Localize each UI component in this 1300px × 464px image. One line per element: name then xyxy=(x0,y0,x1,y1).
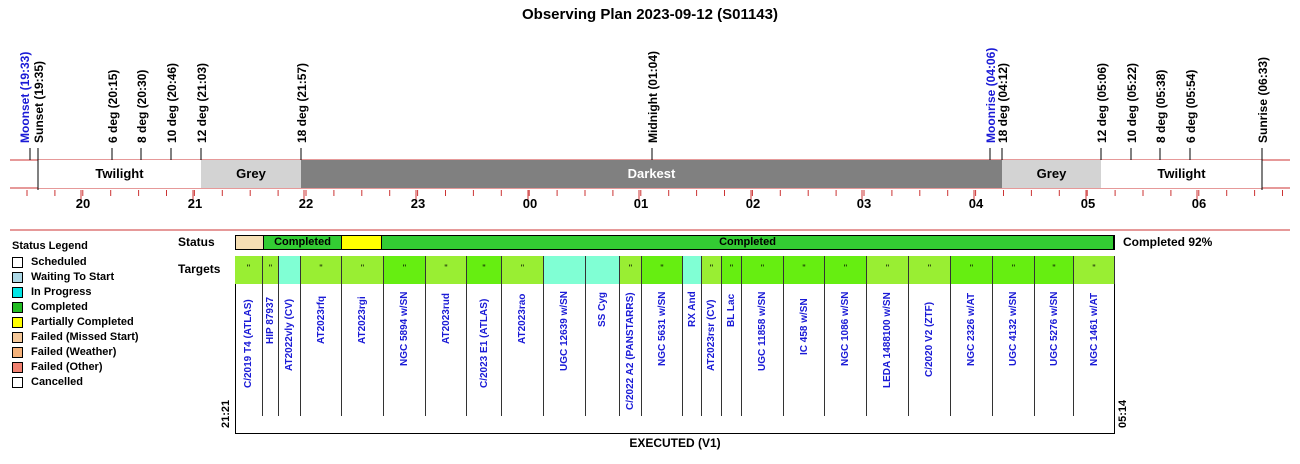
event-label: 18 deg (21:57) xyxy=(295,62,309,143)
target-name[interactable]: NGC 5631 w/SN xyxy=(657,291,668,366)
hour-label: 00 xyxy=(522,196,538,211)
target-cell[interactable]: " xyxy=(620,256,642,284)
target-name[interactable]: NGC 2326 w/AT xyxy=(966,292,977,366)
legend-label: Completed xyxy=(31,301,88,313)
target-column-divider xyxy=(641,284,642,416)
event-label: Sunset (19:35) xyxy=(32,60,46,143)
target-column-divider xyxy=(866,284,867,416)
target-column-divider xyxy=(992,284,993,416)
target-name[interactable]: LEDA 1488100 w/SN xyxy=(882,291,893,388)
target-name[interactable]: AT2023rsr (CV) xyxy=(706,299,717,371)
band-grey-left-label: Grey xyxy=(236,166,266,181)
event-label: Moonset (19:33) xyxy=(18,51,32,143)
target-name[interactable]: HIP 87937 xyxy=(265,296,276,344)
hour-label: 05 xyxy=(1080,196,1096,211)
target-column-divider xyxy=(278,284,279,416)
legend-label: Failed (Weather) xyxy=(31,346,117,358)
legend-swatch xyxy=(12,272,23,283)
target-column-divider xyxy=(501,284,502,416)
end-time: 05:14 xyxy=(1117,399,1129,428)
page-title: Observing Plan 2023-09-12 (S01143) xyxy=(522,6,778,23)
event-label: 6 deg (05:54) xyxy=(1184,69,1198,143)
event-label: 10 deg (05:22) xyxy=(1125,62,1139,143)
legend-swatch xyxy=(12,332,23,343)
legend-item xyxy=(12,256,87,270)
target-name[interactable]: NGC 5894 w/SN xyxy=(399,291,410,366)
legend-label: Waiting To Start xyxy=(31,271,115,283)
target-column-divider xyxy=(619,284,620,416)
target-cell[interactable]: " xyxy=(722,256,742,284)
target-column-divider xyxy=(585,284,586,416)
band-twilight-right-label: Twilight xyxy=(1157,166,1206,181)
target-cell[interactable]: " xyxy=(342,256,384,284)
legend-swatch xyxy=(12,302,23,313)
event-label: 8 deg (20:30) xyxy=(135,69,149,143)
target-column-divider xyxy=(425,284,426,416)
target-name[interactable]: UGC 5276 w/SN xyxy=(1049,291,1060,366)
target-name[interactable]: C/2019 T4 (ATLAS) xyxy=(243,298,254,388)
event-label: Moonrise (04:06) xyxy=(984,47,998,143)
hour-label: 04 xyxy=(968,196,984,211)
hour-label: 02 xyxy=(745,196,761,211)
target-cell[interactable]: " xyxy=(993,256,1035,284)
target-cell[interactable]: " xyxy=(502,256,544,284)
legend-label: Failed (Missed Start) xyxy=(31,331,139,343)
target-column-divider xyxy=(721,284,722,416)
target-cell[interactable]: " xyxy=(263,256,279,284)
target-name[interactable]: UGC 4132 w/SN xyxy=(1008,291,1019,366)
event-label: Midnight (01:04) xyxy=(646,51,660,143)
status-row-label: Status xyxy=(178,235,215,249)
target-cell[interactable] xyxy=(683,256,702,284)
legend-swatch xyxy=(12,377,23,388)
target-cell[interactable] xyxy=(544,256,586,284)
hour-label: 03 xyxy=(856,196,872,211)
target-cell[interactable]: " xyxy=(784,256,825,284)
completed-percent: Completed 92% xyxy=(1123,235,1213,249)
target-cell[interactable]: " xyxy=(642,256,683,284)
event-label: Sunrise (06:33) xyxy=(1256,56,1270,143)
legend-label: In Progress xyxy=(31,286,92,298)
target-name[interactable]: SS Cyg xyxy=(597,291,608,327)
target-column-divider xyxy=(262,284,263,416)
legend-swatch xyxy=(12,287,23,298)
target-name[interactable]: RX And xyxy=(687,291,698,327)
target-column-divider xyxy=(466,284,467,416)
hour-label: 23 xyxy=(410,196,426,211)
start-time: 21:21 xyxy=(220,399,232,428)
band-grey-right-label: Grey xyxy=(1036,166,1067,181)
legend-item xyxy=(12,361,103,375)
targets-row-label: Targets xyxy=(178,262,221,276)
target-cell[interactable]: " xyxy=(742,256,784,284)
legend-item xyxy=(12,376,83,390)
hour-label: 01 xyxy=(633,196,649,211)
target-cell[interactable]: " xyxy=(702,256,722,284)
target-cell[interactable]: " xyxy=(909,256,951,284)
status-bar xyxy=(235,235,1115,250)
target-column-divider xyxy=(950,284,951,416)
target-column-divider xyxy=(383,284,384,416)
status-segment xyxy=(342,236,382,249)
band-twilight-left-label: Twilight xyxy=(95,166,144,181)
legend-item xyxy=(12,316,134,330)
legend-label: Partially Completed xyxy=(31,316,134,328)
target-column-divider xyxy=(682,284,683,416)
status-segment: Completed xyxy=(264,236,342,249)
legend-label: Failed (Other) xyxy=(31,361,103,373)
target-cell[interactable] xyxy=(586,256,620,284)
target-name[interactable]: NGC 1461 w/AT xyxy=(1089,292,1100,366)
target-name[interactable]: C/2020 V2 (ZTF) xyxy=(924,301,935,377)
target-name[interactable]: NGC 1086 w/SN xyxy=(840,291,851,366)
legend-swatch xyxy=(12,317,23,328)
target-cell[interactable]: " xyxy=(426,256,467,284)
target-name[interactable]: UGC 12639 w/SN xyxy=(559,290,570,371)
legend-swatch xyxy=(12,362,23,373)
target-name[interactable]: BL Lac xyxy=(726,293,737,327)
hour-label: 06 xyxy=(1191,196,1207,211)
target-name[interactable]: AT2022vly (CV) xyxy=(284,298,295,371)
target-cell[interactable]: " xyxy=(384,256,426,284)
legend-title: Status Legend xyxy=(12,240,88,252)
legend-item xyxy=(12,271,114,285)
legend-item xyxy=(12,301,88,315)
target-name[interactable]: UGC 11858 w/SN xyxy=(757,291,768,371)
target-column-divider xyxy=(1073,284,1074,416)
target-name[interactable]: AT2023rfq xyxy=(316,295,327,344)
target-cell[interactable]: " xyxy=(951,256,993,284)
target-column-divider xyxy=(300,284,301,416)
legend-label: Cancelled xyxy=(31,376,83,388)
target-column-divider xyxy=(1034,284,1035,416)
target-cell[interactable]: " xyxy=(867,256,909,284)
target-column-divider xyxy=(741,284,742,416)
executed-label: EXECUTED (V1) xyxy=(629,436,721,450)
target-cell[interactable] xyxy=(279,256,301,284)
target-name[interactable]: C/2023 E1 (ATLAS) xyxy=(479,298,490,388)
legend-item xyxy=(12,286,92,300)
event-label: 10 deg (20:46) xyxy=(165,62,179,143)
target-name[interactable]: C/2022 A2 (PANSTARRS) xyxy=(625,291,636,410)
target-name[interactable]: AT2023rgi xyxy=(357,295,368,344)
event-label: 12 deg (21:03) xyxy=(195,62,209,143)
target-column-divider xyxy=(543,284,544,416)
target-cell[interactable]: " xyxy=(301,256,342,284)
target-column-divider xyxy=(783,284,784,416)
target-name[interactable]: AT2023rao xyxy=(517,293,528,344)
event-label: 18 deg (04:12) xyxy=(996,62,1010,143)
legend-label: Scheduled xyxy=(31,256,87,268)
target-cell[interactable]: " xyxy=(1035,256,1074,284)
target-column-divider xyxy=(341,284,342,416)
target-column-divider xyxy=(908,284,909,416)
target-name[interactable]: AT2023rud xyxy=(441,292,452,344)
hour-label: 20 xyxy=(75,196,91,211)
legend-swatch xyxy=(12,257,23,268)
event-label: 8 deg (05:38) xyxy=(1154,69,1168,143)
hour-label: 21 xyxy=(187,196,203,211)
target-column-divider xyxy=(824,284,825,416)
hour-label: 22 xyxy=(298,196,314,211)
target-cell[interactable]: " xyxy=(467,256,502,284)
event-label: 12 deg (05:06) xyxy=(1095,62,1109,143)
target-cell[interactable]: " xyxy=(1074,256,1115,284)
event-label: 6 deg (20:15) xyxy=(106,69,120,143)
legend-item xyxy=(12,346,116,360)
band-darkest-label: Darkest xyxy=(627,166,676,181)
target-name[interactable]: IC 458 w/SN xyxy=(799,297,810,355)
target-cell[interactable]: " xyxy=(235,256,263,284)
status-segment: Completed xyxy=(382,236,1114,249)
status-segment xyxy=(236,236,264,249)
target-column-divider xyxy=(701,284,702,416)
target-cell[interactable]: " xyxy=(825,256,867,284)
legend-swatch xyxy=(12,347,23,358)
legend-item xyxy=(12,331,139,345)
